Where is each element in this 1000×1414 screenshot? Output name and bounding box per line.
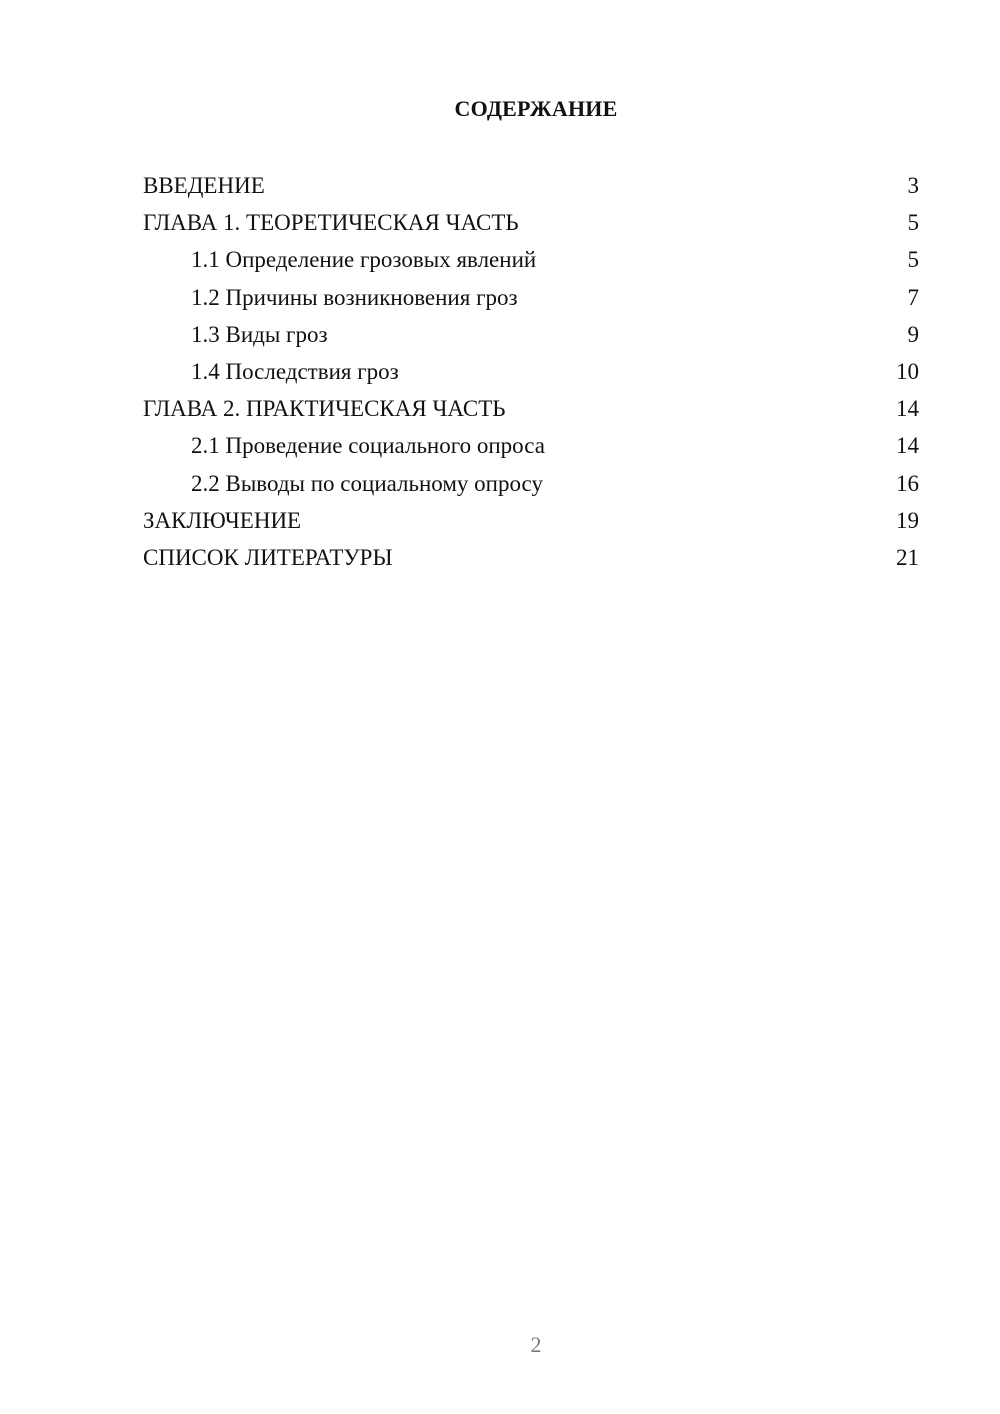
toc-title: СОДЕРЖАНИЕ <box>454 96 618 121</box>
toc-entry-label: 2.2 Выводы по социальному опросу <box>191 470 543 496</box>
toc-entry-chapter-2[interactable] <box>143 390 919 427</box>
toc-entry-conclusion[interactable] <box>143 502 919 539</box>
page-number: 2 <box>530 1332 542 1357</box>
toc-entry-label: ЗАКЛЮЧЕНИЕ <box>143 507 302 533</box>
toc-entry-section-1-1[interactable] <box>143 241 919 278</box>
toc-entry-page: 16 <box>896 470 919 496</box>
toc-entry-label: 1.2 Причины возникновения гроз <box>191 284 518 310</box>
toc-entry-label: ВВЕДЕНИЕ <box>143 173 265 198</box>
toc-entry-label: ГЛАВА 1. ТЕОРЕТИЧЕСКАЯ ЧАСТЬ <box>143 210 519 236</box>
toc-entry-section-1-2[interactable] <box>143 279 919 316</box>
toc-entry-references[interactable] <box>143 539 919 576</box>
toc-entry-section-2-1[interactable] <box>143 427 919 464</box>
toc-entry-page: 5 <box>907 210 919 236</box>
toc-entry-label: 1.4 Последствия гроз <box>191 358 399 384</box>
toc-entry-page: 7 <box>907 284 919 310</box>
toc-entry-section-1-4[interactable] <box>143 353 919 390</box>
toc-entry-label: СПИСОК ЛИТЕРАТУРЫ <box>143 544 393 570</box>
toc-entry-page: 19 <box>896 507 919 533</box>
toc-entry-page: 21 <box>896 544 919 570</box>
toc-entry-section-2-2[interactable] <box>143 465 919 502</box>
toc-entry-page: 14 <box>896 433 919 459</box>
toc-entry-page: 9 <box>907 321 919 347</box>
toc-entry-label: ГЛАВА 2. ПРАКТИЧЕСКАЯ ЧАСТЬ <box>143 396 506 422</box>
toc-entry-page: 3 <box>907 173 919 198</box>
toc-entry-label: 1.1 Определение грозовых явлений <box>191 247 537 273</box>
toc-entry-chapter-1[interactable] <box>143 204 919 241</box>
toc-entry-page: 10 <box>896 358 919 384</box>
toc-entry-label: 2.1 Проведение социального опроса <box>191 433 545 459</box>
toc-entry-label: 1.3 Виды гроз <box>191 321 328 347</box>
toc-entry-introduction[interactable] <box>143 167 919 204</box>
toc-entry-page: 14 <box>896 396 919 422</box>
table-of-contents <box>143 167 919 576</box>
toc-entry-section-1-3[interactable] <box>143 316 919 353</box>
toc-entry-page: 5 <box>907 247 919 273</box>
